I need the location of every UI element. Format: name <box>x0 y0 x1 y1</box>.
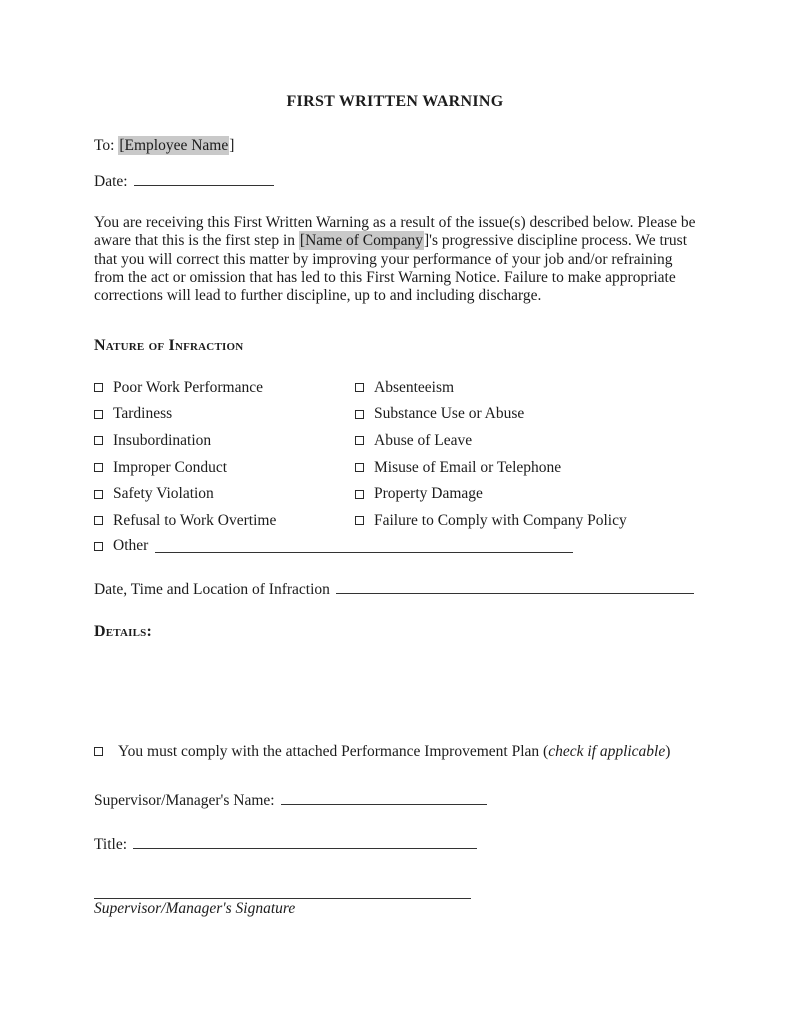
to-line <box>94 137 696 156</box>
signature-block <box>94 898 471 918</box>
list-item <box>94 374 355 401</box>
signature-caption: Supervisor/Manager's Signature <box>94 899 296 917</box>
checkbox-abuse-of-leave[interactable] <box>355 436 364 445</box>
list-item <box>355 374 696 401</box>
checkbox-property-damage[interactable] <box>355 490 364 499</box>
date-fill-line[interactable] <box>134 172 274 186</box>
infraction-label: Poor Work Performance <box>113 378 263 396</box>
list-item <box>94 481 355 508</box>
intro-text-before: You are receiving this First Written Warning as a result of the issue(s) described below. Please be aware that this is the first step in <box>94 214 696 250</box>
to-label: To: <box>94 137 119 154</box>
checkbox-improper-conduct[interactable] <box>94 463 103 472</box>
infraction-details-line <box>94 580 696 600</box>
supervisor-name-label: Supervisor/Manager's Name: <box>94 791 275 809</box>
supervisor-name-fill-line[interactable] <box>281 791 487 805</box>
signature-fill-line[interactable] <box>94 898 471 899</box>
infraction-label: Refusal to Work Overtime <box>113 511 277 529</box>
infraction-label: Abuse of Leave <box>374 431 473 449</box>
checkbox-substance-use-or-abuse[interactable] <box>355 410 364 419</box>
infraction-label: Tardiness <box>113 405 173 423</box>
checkbox-performance-improvement-plan[interactable] <box>94 747 103 756</box>
list-item <box>355 481 696 508</box>
infraction-details-label: Date, Time and Location of Infraction <box>94 581 330 599</box>
to-suffix: ] <box>229 137 235 154</box>
infraction-label: Insubordination <box>113 431 212 449</box>
list-item <box>94 454 355 481</box>
supervisor-title-line <box>94 835 696 855</box>
list-item <box>355 507 696 534</box>
infraction-label: Absenteeism <box>374 378 455 396</box>
supervisor-title-label: Title: <box>94 836 128 854</box>
other-row <box>94 537 696 555</box>
comply-text-before: You must comply with the attached Performance Improvement Plan ( <box>118 742 549 760</box>
checkbox-absenteeism[interactable] <box>355 383 364 392</box>
infraction-label: Property Damage <box>374 485 483 503</box>
nature-of-infraction-heading: Nature of Infraction <box>94 337 244 355</box>
checkbox-safety-violation[interactable] <box>94 490 103 499</box>
infraction-label: Substance Use or Abuse <box>374 405 525 423</box>
infraction-checklist <box>94 374 696 534</box>
checkbox-tardiness[interactable] <box>94 410 103 419</box>
supervisor-name-line <box>94 791 696 811</box>
checkbox-refusal-to-work-overtime[interactable] <box>94 516 103 525</box>
comply-text-after: ) <box>665 742 671 760</box>
other-label: Other <box>113 537 149 555</box>
date-label: Date: <box>94 172 128 190</box>
document-title: FIRST WRITTEN WARNING <box>286 93 504 110</box>
list-item <box>94 428 355 455</box>
intro-paragraph <box>94 214 696 305</box>
other-fill-line[interactable] <box>155 539 573 553</box>
comply-text <box>118 743 670 761</box>
employee-name-placeholder[interactable]: [Employee Name <box>119 137 229 154</box>
checkbox-misuse-of-email-or-telephone[interactable] <box>355 463 364 472</box>
details-blank-space[interactable] <box>94 641 696 743</box>
details-heading: Details: <box>94 622 153 640</box>
list-item <box>94 507 355 534</box>
list-item <box>94 401 355 428</box>
infraction-details-fill-line[interactable] <box>336 580 694 594</box>
list-item <box>355 428 696 455</box>
infraction-label: Failure to Comply with Company Policy <box>374 511 627 529</box>
intro-text-after: ]'s progressive discipline process. We trust that you will correct this matter by improving your performance of your job and/or refraining from the act or omission that has led to this First Warning Notice. Failure to make appropriate corrections will lead to further discipline, up to and including discharge. <box>94 232 688 305</box>
comply-row <box>94 743 696 761</box>
date-line <box>94 172 696 192</box>
checkbox-insubordination[interactable] <box>94 436 103 445</box>
checkbox-poor-work-performance[interactable] <box>94 383 103 392</box>
comply-text-italic: check if applicable <box>548 742 666 760</box>
infraction-label: Misuse of Email or Telephone <box>374 458 562 476</box>
list-item <box>355 401 696 428</box>
infraction-label: Improper Conduct <box>113 458 228 476</box>
infraction-label: Safety Violation <box>113 485 214 503</box>
supervisor-title-fill-line[interactable] <box>133 835 477 849</box>
list-item <box>355 454 696 481</box>
checkbox-other[interactable] <box>94 542 103 551</box>
company-name-placeholder[interactable]: [Name of Company <box>299 232 424 250</box>
checkbox-failure-to-comply-with-company-policy[interactable] <box>355 516 364 525</box>
